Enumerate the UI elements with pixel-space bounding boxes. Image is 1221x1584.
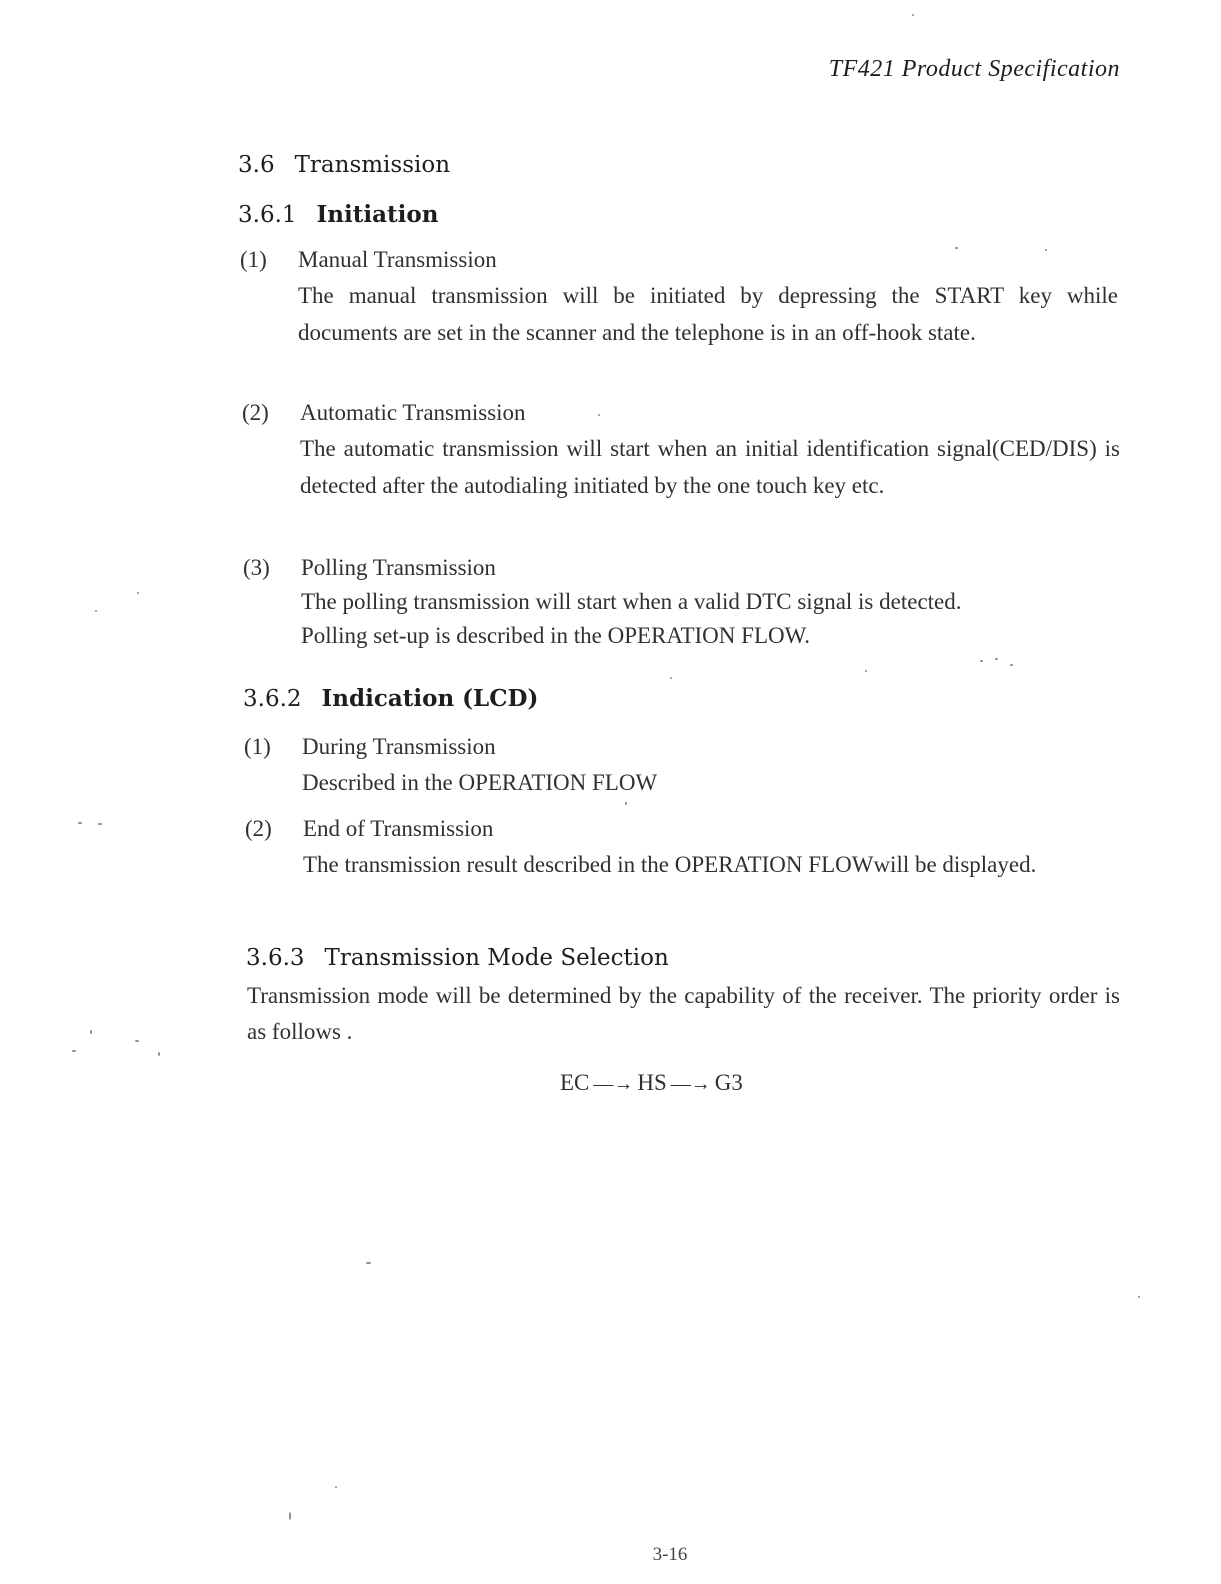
section-title: Transmission xyxy=(294,152,451,178)
arrow-right-icon: —→ xyxy=(670,1073,711,1095)
item-body: The transmission result described in the OPERATION FLOWwill be displayed. xyxy=(303,852,1037,877)
mode-selection-paragraph: Transmission mode will be determined by the capability of the receiver. The priority order is as follows . xyxy=(247,983,1120,1044)
mode-hs: HS xyxy=(637,1070,667,1095)
scan-speck xyxy=(625,802,627,805)
section-title: Initiation xyxy=(316,201,439,228)
item-label: Polling Transmission xyxy=(301,555,496,580)
scan-speck xyxy=(98,823,102,825)
section-number: 3.6.2 xyxy=(243,686,302,712)
scan-speck xyxy=(1010,664,1013,666)
scan-speck xyxy=(335,1486,337,1488)
item-marker: (1) xyxy=(240,247,267,272)
item-marker: (2) xyxy=(245,816,272,841)
section-heading-3-6-2 xyxy=(243,685,538,712)
section-number: 3.6.1 xyxy=(238,202,297,228)
section-number: 3.6.3 xyxy=(246,945,305,971)
scan-speck xyxy=(366,1262,371,1264)
section-title: Transmission Mode Selection xyxy=(324,945,669,971)
item-marker: (2) xyxy=(242,400,269,425)
scan-speck xyxy=(1138,1296,1140,1298)
section-title: Indication (LCD) xyxy=(321,685,539,712)
section-heading-3-6-1 xyxy=(238,201,438,228)
item-body: The manual transmission will be initiated by depressing the START key while documents are set in the scanner and the telephone is in an off-hook state. xyxy=(298,283,1118,345)
mode-ec: EC xyxy=(560,1070,590,1095)
mode-g3: G3 xyxy=(714,1070,743,1095)
item-marker: (3) xyxy=(243,555,270,580)
item-body: Described in the OPERATION FLOW xyxy=(302,770,658,795)
scan-speck xyxy=(289,1512,291,1520)
scan-speck xyxy=(95,610,97,612)
item-body-line: Polling set-up is described in the OPERATION FLOW. xyxy=(301,623,810,648)
item-label: Automatic Transmission xyxy=(300,400,526,425)
arrow-right-icon: —→ xyxy=(593,1073,634,1095)
item-body: The automatic transmission will start when an initial identification signal(CED/DIS) is detected after the autodialing initiated by the one touch key etc. xyxy=(300,436,1120,498)
scan-speck xyxy=(137,592,139,594)
item-label: Manual Transmission xyxy=(298,247,497,272)
scan-speck xyxy=(90,1030,92,1034)
scan-speck xyxy=(158,1052,160,1056)
item-label: During Transmission xyxy=(302,734,496,759)
scan-speck xyxy=(995,658,998,660)
scan-speck xyxy=(865,670,867,672)
header-title: TF421 Product Specification xyxy=(828,56,1120,82)
scan-speck xyxy=(955,247,958,249)
scan-speck xyxy=(980,660,983,662)
section-heading-3-6 xyxy=(238,152,450,178)
scan-speck xyxy=(135,1040,139,1042)
scan-speck xyxy=(670,677,672,679)
item-label: End of Transmission xyxy=(303,816,494,841)
scan-speck xyxy=(72,1050,76,1052)
scan-speck xyxy=(912,14,914,16)
scan-speck xyxy=(1045,249,1047,251)
mode-priority-sequence xyxy=(560,1070,743,1096)
item-marker: (1) xyxy=(244,734,271,759)
scan-speck xyxy=(598,414,600,416)
page-number: 3-16 xyxy=(652,1544,688,1565)
section-heading-3-6-3 xyxy=(246,945,669,971)
scan-speck xyxy=(78,822,82,824)
item-body-line: The polling transmission will start when a valid DTC signal is detected. xyxy=(301,589,962,614)
item-body xyxy=(301,585,1121,653)
section-number: 3.6 xyxy=(238,152,275,178)
